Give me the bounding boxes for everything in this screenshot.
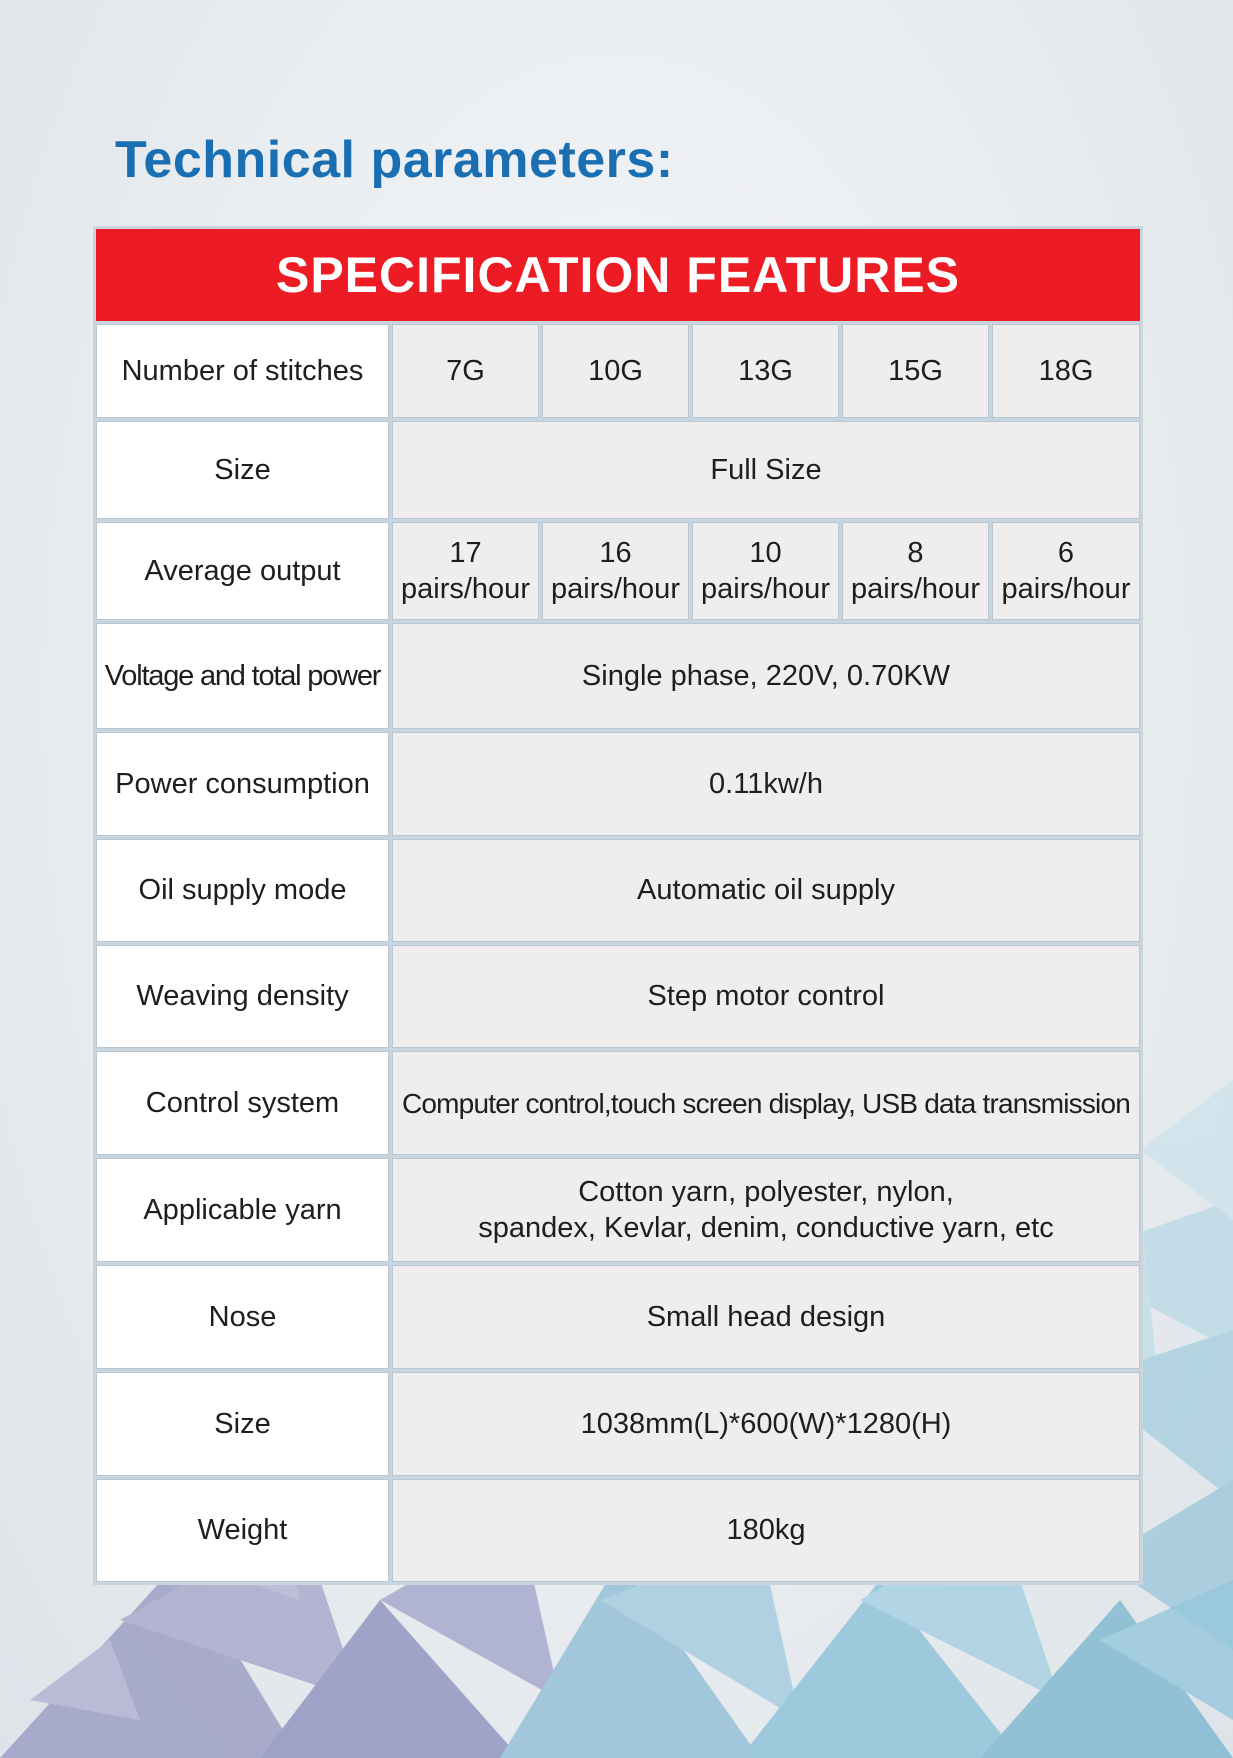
row-label-dimensions: Size <box>96 1372 389 1476</box>
output-value <box>842 522 989 620</box>
output-value <box>542 522 689 620</box>
row-label-nose: Nose <box>96 1265 389 1369</box>
output-unit: pairs/hour <box>1001 573 1131 605</box>
stitch-value: 18G <box>992 324 1140 418</box>
output-number: 8 <box>907 536 924 569</box>
output-value <box>392 522 539 620</box>
stitch-value: 13G <box>692 324 839 418</box>
output-number: 16 <box>599 536 632 569</box>
table-row <box>96 1265 1140 1369</box>
density-value: Step motor control <box>392 945 1140 1048</box>
table-row <box>96 1051 1140 1155</box>
yarn-line-1: Cotton yarn, polyester, nylon, <box>578 1175 954 1208</box>
table-row <box>96 623 1140 729</box>
output-number: 6 <box>1057 536 1075 569</box>
table-row <box>96 324 1140 418</box>
dimensions-value: 1038mm(L)*600(W)*1280(H) <box>392 1372 1140 1476</box>
row-label-size: Size <box>96 421 389 519</box>
weight-value: 180kg <box>392 1479 1140 1582</box>
output-unit: pairs/hour <box>401 573 530 605</box>
table-row <box>96 732 1140 836</box>
yarn-value <box>392 1158 1140 1262</box>
stitch-value: 15G <box>842 324 989 418</box>
output-unit: pairs/hour <box>851 573 980 605</box>
nose-value: Small head design <box>392 1265 1140 1369</box>
row-label-density: Weaving density <box>96 945 389 1048</box>
oil-value: Automatic oil supply <box>392 839 1140 942</box>
output-number: 10 <box>749 536 782 569</box>
row-label-control: Control system <box>96 1051 389 1155</box>
output-unit: pairs/hour <box>701 573 830 605</box>
table-row <box>96 1479 1140 1582</box>
voltage-value: Single phase, 220V, 0.70KW <box>392 623 1140 729</box>
control-value: Computer control,touch screen display, USB data transmission <box>392 1051 1140 1155</box>
yarn-line-2: spandex, Kevlar, denim, conductive yarn, etc <box>478 1212 1054 1244</box>
row-label-oil: Oil supply mode <box>96 839 389 942</box>
row-label-output: Average output <box>96 522 389 620</box>
row-label-voltage: Voltage and total power <box>96 623 389 729</box>
table-row <box>96 522 1140 620</box>
table-row <box>96 1158 1140 1262</box>
page-title: Technical parameters: <box>115 131 674 189</box>
output-unit: pairs/hour <box>551 573 680 605</box>
power-value: 0.11kw/h <box>392 732 1140 836</box>
row-label-power: Power consumption <box>96 732 389 836</box>
table-row <box>96 945 1140 1048</box>
stitch-value: 7G <box>392 324 539 418</box>
output-value <box>692 522 839 620</box>
row-label-weight: Weight <box>96 1479 389 1582</box>
output-value <box>992 522 1140 620</box>
size-value: Full Size <box>392 421 1140 519</box>
row-label-stitches: Number of stitches <box>96 324 389 418</box>
table-header: SPECIFICATION FEATURES <box>96 229 1140 321</box>
table-row <box>96 1372 1140 1476</box>
row-label-yarn: Applicable yarn <box>96 1158 389 1262</box>
table-row <box>96 839 1140 942</box>
table-row <box>96 421 1140 519</box>
table-header-row <box>96 229 1140 321</box>
stitch-value: 10G <box>542 324 689 418</box>
output-number: 17 <box>449 536 482 569</box>
specification-table <box>93 226 1143 1585</box>
